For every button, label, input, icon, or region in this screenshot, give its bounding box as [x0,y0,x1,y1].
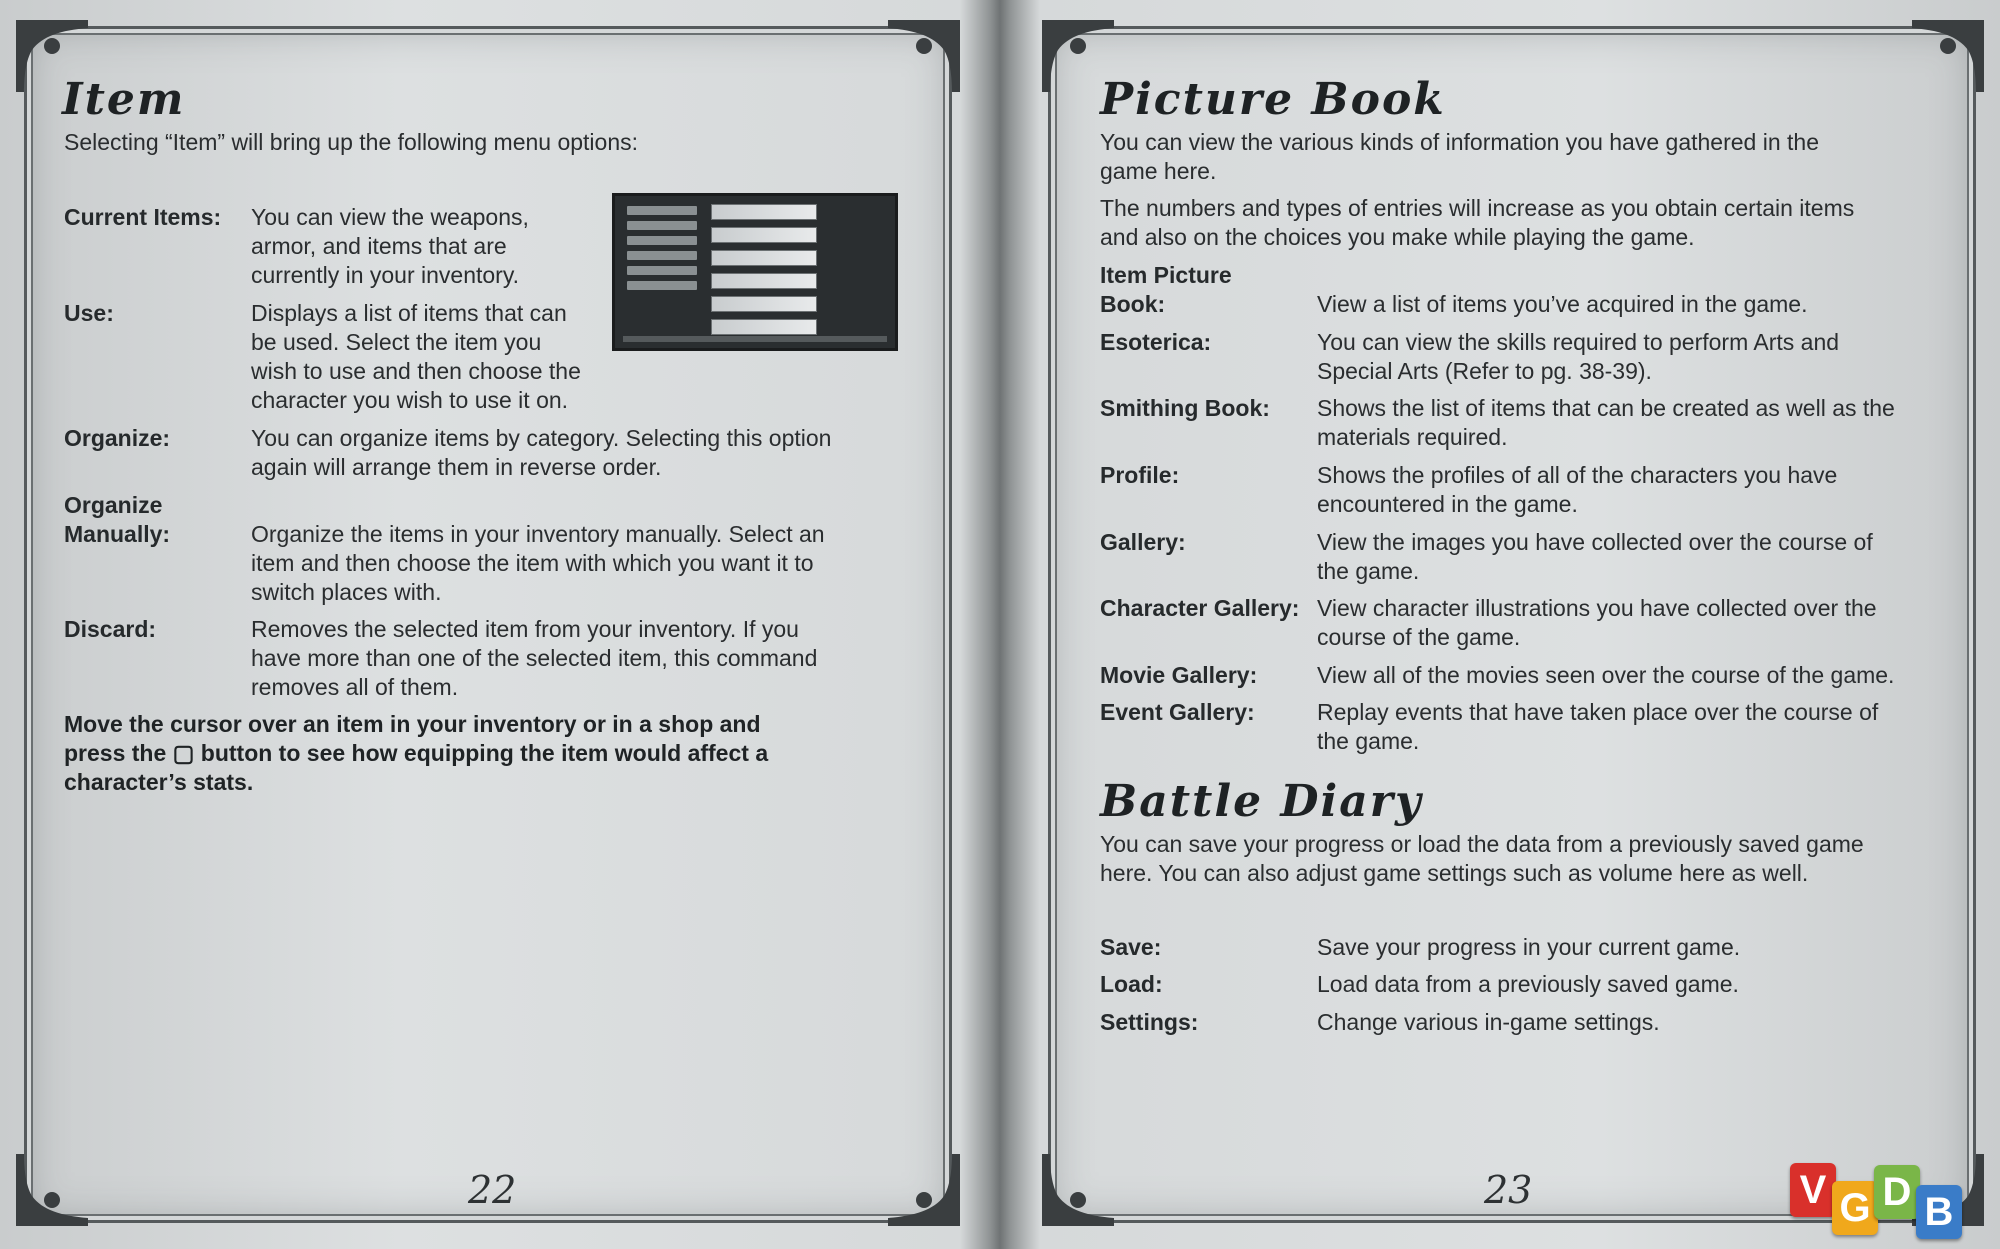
entry-desc: Displays a list of items that can be used. Select the item you wish to use and then choose the character you wish to use it on. [251,300,581,413]
page-number: 22 [468,1168,517,1212]
entry-desc: Replay events that have taken place over the course of the game. [1317,699,1879,754]
section-title-item: Item [62,74,186,125]
entry-term: Event Gallery: [1100,699,1255,725]
entry-term: Settings: [1100,1009,1199,1035]
entry-term: Discard: [64,616,157,642]
page-23 [1000,0,2000,1249]
vgdb-watermark-logo: V G D B [1790,1163,1970,1243]
entry-term: Current Items: [64,204,222,230]
ornament-corner-icon [12,1150,92,1230]
entry-term: Esoterica: [1100,329,1212,355]
entry-desc: Organize the items in your inventory manually. Select an item and then choose the item with which you want it to switch places with. [251,521,825,605]
entry-desc: Change various in-game settings. [1317,1009,1660,1035]
ornament-corner-icon [884,1150,964,1230]
entry-desc: You can view the skills required to perform Arts and Special Arts (Refer to pg. 38-39). [1317,329,1840,384]
equip-note: Move the cursor over an item in your inventory or in a shop and press the ▢ button to see how equipping the item would affect a character’s stats. [64,711,769,795]
entry-desc: Shows the profiles of all of the characters you have encountered in the game. [1317,462,1838,517]
entry-desc: You can organize items by category. Selecting this option again will arrange them in reverse order. [251,425,832,480]
entry-term: Organize Manually: [64,492,171,547]
entry-desc: View character illustrations you have collected over the course of the game. [1317,595,1877,650]
entry-term: Use: [64,300,114,326]
intro-text-2: The numbers and types of entries will increase as you obtain certain items and also on the choices you make while playing the game. [1100,195,1855,250]
entry-desc: View the images you have collected over the course of the game. [1317,529,1873,584]
entry-term: Gallery: [1100,529,1186,555]
entry-desc: View a list of items you’ve acquired in the game. [1317,291,1808,317]
ornament-corner-icon [884,16,964,96]
ornament-corner-icon [1038,1150,1118,1230]
section-title-battle-diary: Battle Diary [1100,776,1423,827]
entry-term: Movie Gallery: [1100,662,1258,688]
intro-text: You can view the various kinds of information you have gathered in the game here. [1100,129,1819,184]
inventory-screenshot [612,193,898,351]
ornament-corner-icon [1908,16,1988,96]
entry-term: Smithing Book: [1100,395,1270,421]
entry-term: Load: [1100,971,1163,997]
entry-term: Save: [1100,934,1162,960]
entry-desc: View all of the movies seen over the course of the game. [1317,662,1895,688]
entry-term: Organize: [64,425,171,451]
entry-desc: You can view the weapons, armor, and items that are currently in your inventory. [251,204,529,288]
entry-term: Item Picture Book: [1100,262,1232,317]
page-number: 23 [1484,1168,1533,1212]
entry-desc: Removes the selected item from your inventory. If you have more than one of the selected item, this command removes all of them. [251,616,818,700]
intro-text: Selecting “Item” will bring up the following menu options: [64,129,639,155]
entry-desc: Save your progress in your current game. [1317,934,1741,960]
entry-desc: Shows the list of items that can be created as well as the materials required. [1317,395,1895,450]
entry-desc: Load data from a previously saved game. [1317,971,1739,997]
entry-term: Character Gallery: [1100,595,1300,621]
section-title-picture-book: Picture Book [1100,74,1446,125]
battle-diary-intro: You can save your progress or load the data from a previously saved game here. You can also adjust game settings such as volume here as well. [1100,831,1864,886]
entry-term: Profile: [1100,462,1180,488]
